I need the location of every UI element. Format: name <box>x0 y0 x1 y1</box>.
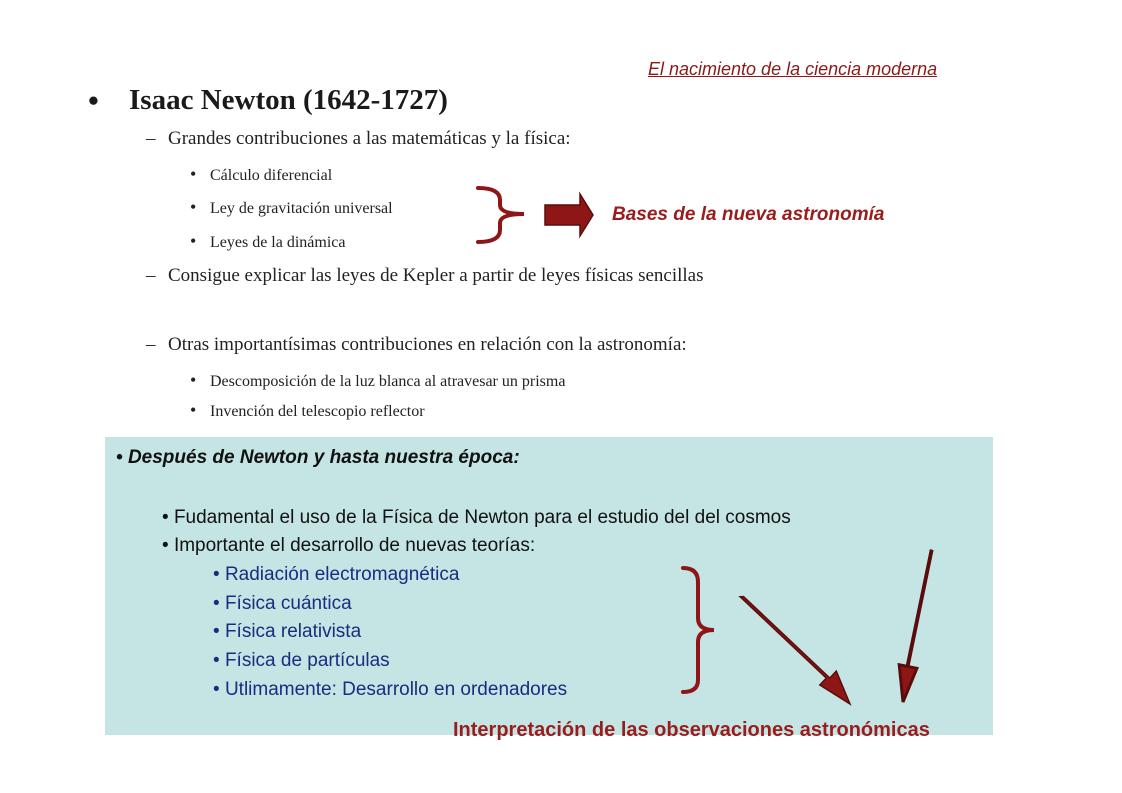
other-item-text: Invención del telescopio reflector <box>210 403 425 420</box>
box-title-text: Después de Newton y hasta nuestra época: <box>127 447 520 468</box>
theory-item-text: Radiación electromagnética <box>224 564 460 585</box>
dash-marker: – <box>146 128 156 149</box>
theory-bullet: • <box>213 621 220 642</box>
box-bullet: • <box>162 535 169 556</box>
theory-item-text: Utlimamente: Desarrollo en ordenadores <box>224 679 568 700</box>
main-bullet: • <box>88 83 99 118</box>
section-title-link[interactable]: El nacimiento de la ciencia moderna <box>648 59 938 79</box>
theory-bullet: • <box>213 650 220 671</box>
interpretation-label: Interpretación de las observaciones astronómicas <box>453 719 930 741</box>
box-line-theories-text: Importante el desarrollo de nuevas teorías: <box>173 535 536 556</box>
sub-bullet: • <box>190 370 197 390</box>
sub-bullet: • <box>190 231 197 251</box>
contributions-intro-text: Grandes contribuciones a las matemáticas y la física: <box>168 128 571 149</box>
arrow-down-icon <box>899 551 932 702</box>
right-brace-icon <box>683 568 714 692</box>
theory-bullet: • <box>213 679 220 700</box>
theory-bullet: • <box>213 593 220 614</box>
contribution-item-text: Ley de gravitación universal <box>210 200 393 217</box>
theory-item-text: Física de partículas <box>224 650 390 671</box>
main-title: Isaac Newton (1642-1727) <box>129 84 448 116</box>
contribution-item-text: Leyes de la dinámica <box>210 234 346 251</box>
sub-bullet: • <box>190 400 197 420</box>
theory-bullet: • <box>213 564 220 585</box>
theory-item-text: Física cuántica <box>224 593 352 614</box>
dash-marker: – <box>146 334 156 355</box>
sub-bullet: • <box>190 164 197 184</box>
sub-bullet: • <box>190 197 197 217</box>
theory-item-text: Física relativista <box>224 621 362 642</box>
contribution-item-text: Cálculo diferencial <box>210 167 333 184</box>
arrow-right-icon <box>545 194 593 236</box>
other-intro-text: Otras importantísimas contribuciones en relación con la astronomía: <box>168 334 687 355</box>
kepler-line-text: Consigue explicar las leyes de Kepler a partir de leyes físicas sencillas <box>168 265 704 286</box>
dash-marker: – <box>146 265 156 286</box>
box-line-physics-text: Fudamental el uso de la Física de Newton para el estudio del del cosmos <box>173 507 791 528</box>
box-bullet: • <box>116 447 123 468</box>
box-bullet: • <box>162 507 169 528</box>
right-brace-icon <box>478 188 524 242</box>
bases-label: Bases de la nueva astronomía <box>612 204 885 225</box>
other-item-text: Descomposición de la luz blanca al atravesar un prisma <box>210 373 566 390</box>
arrow-down-right-icon <box>740 597 850 704</box>
